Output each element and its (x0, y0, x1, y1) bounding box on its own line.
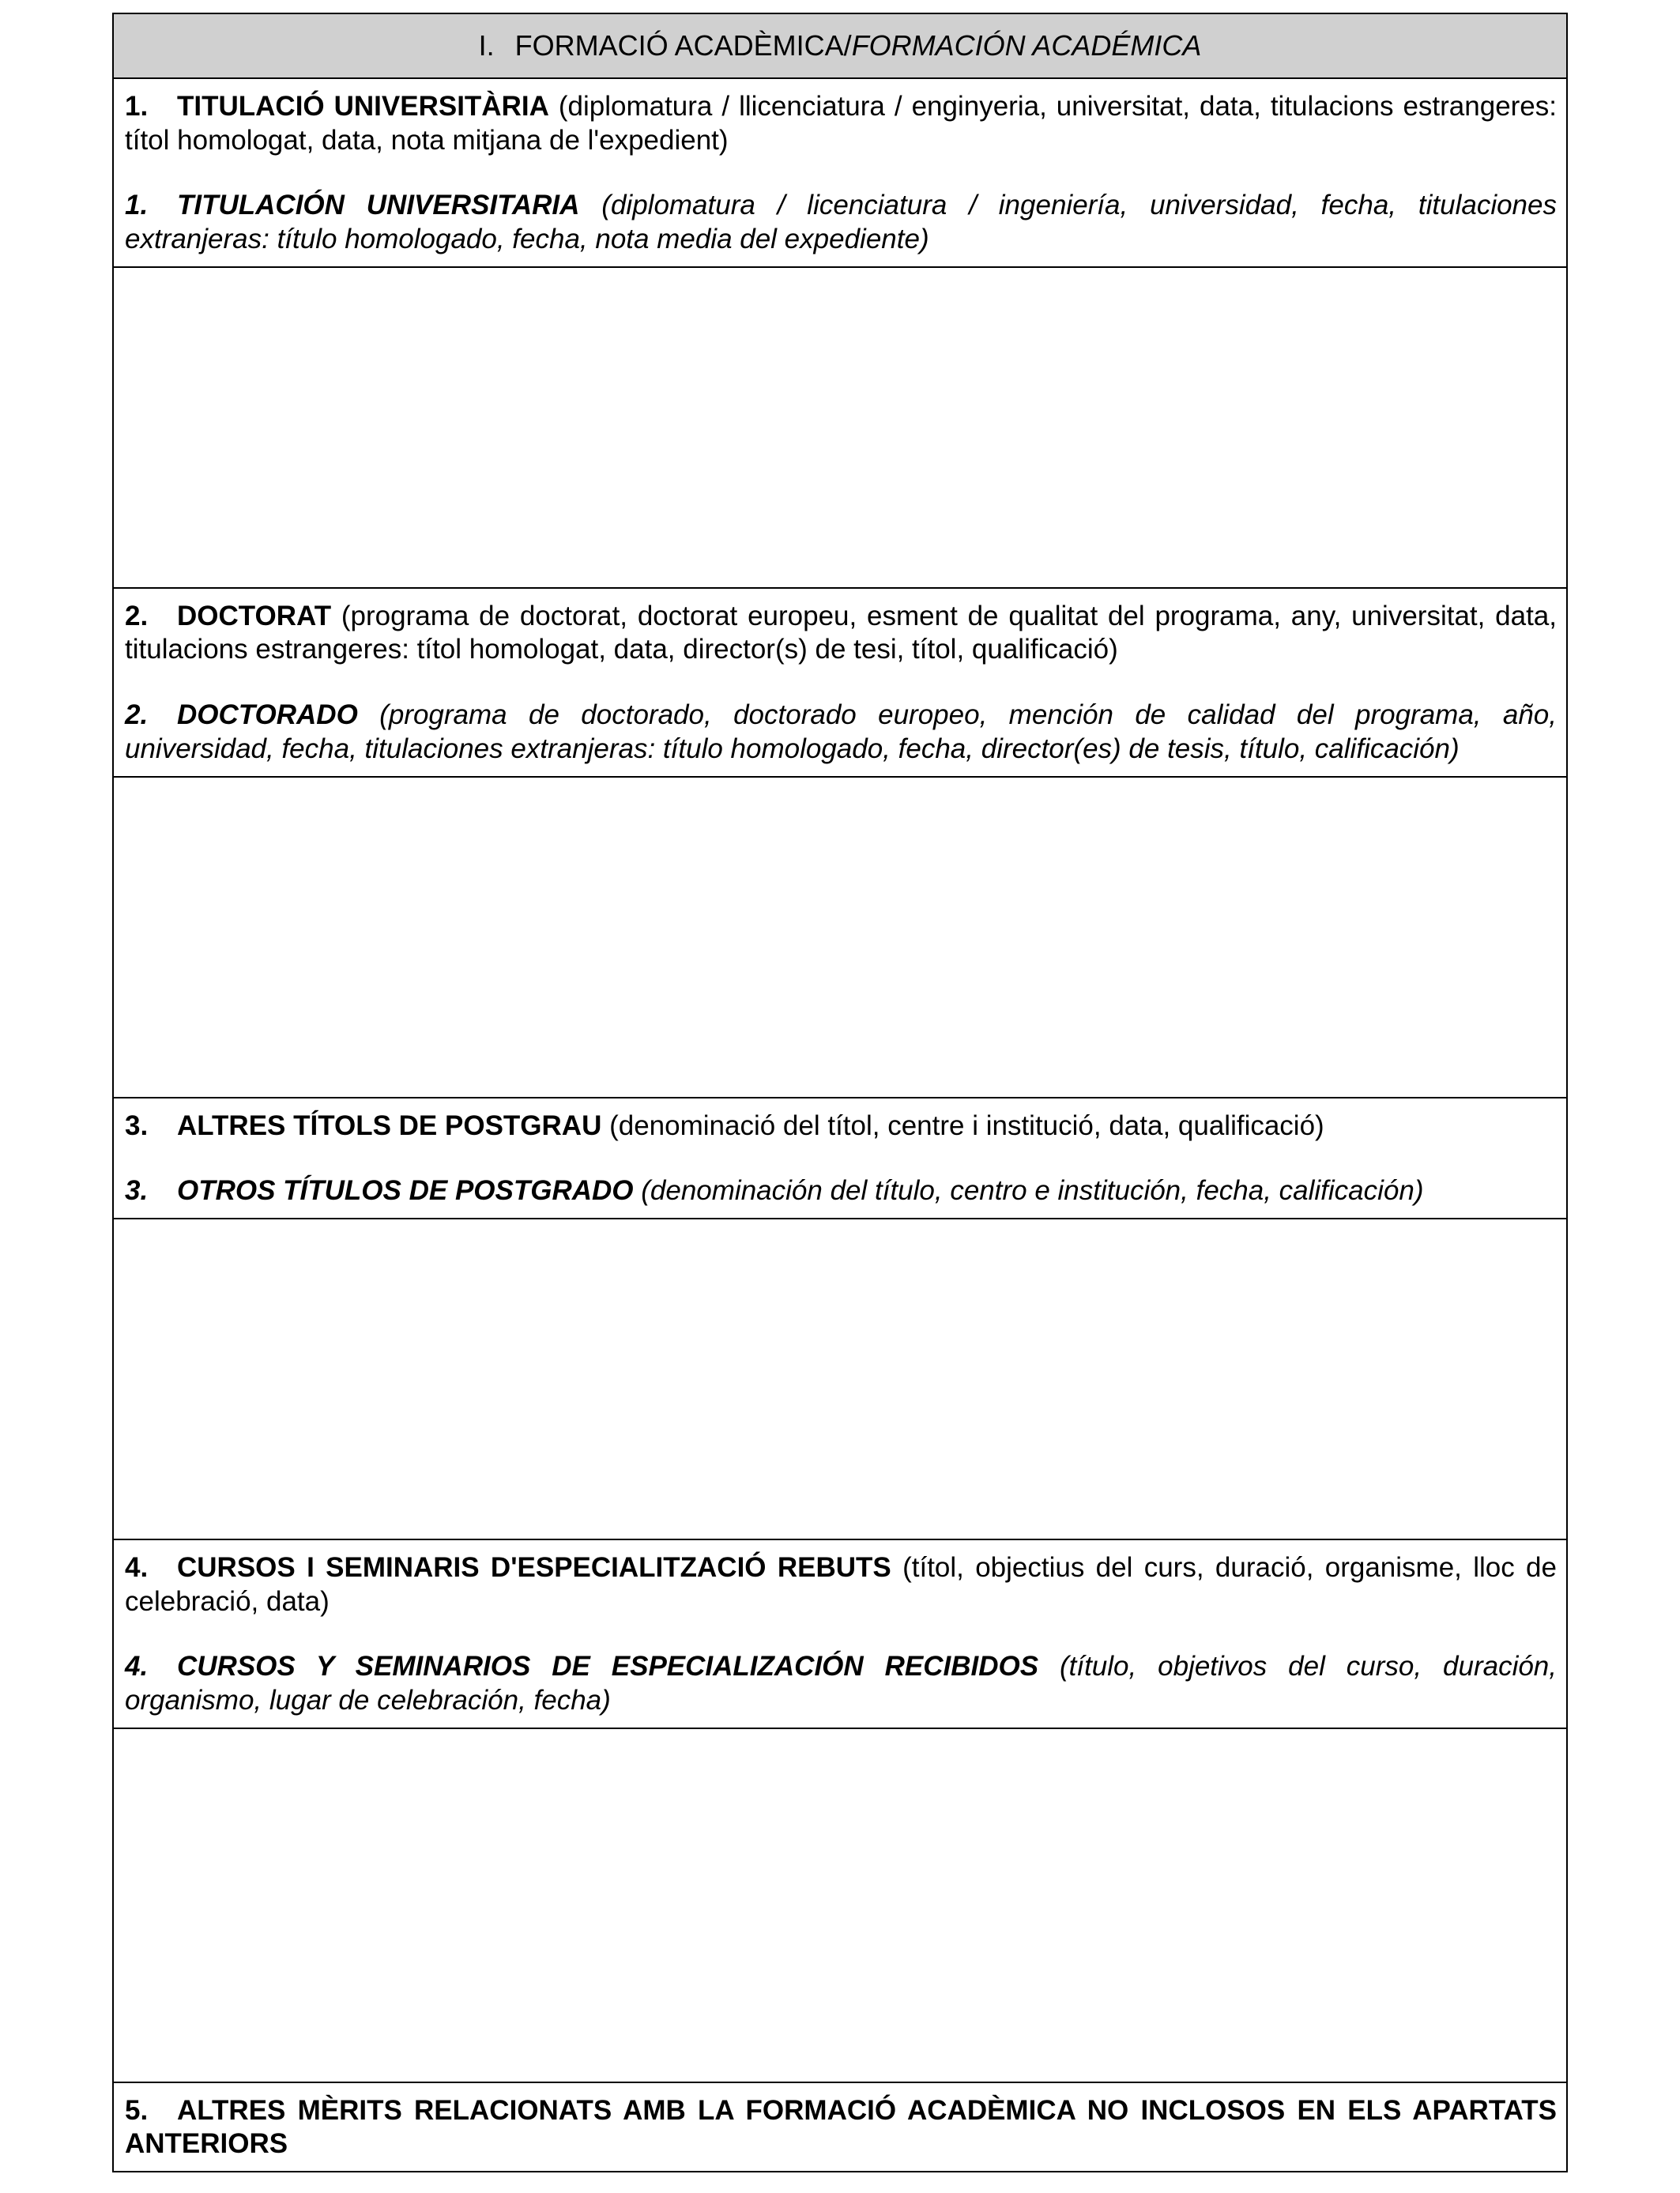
section-2-label (113, 588, 1567, 777)
section-1-title-es: TITULACIÓN UNIVERSITARIA (177, 190, 580, 221)
section-4-desc-es: (título, objetivos del curso, duración, organismo, lugar de celebración, fecha) (125, 1651, 1557, 1716)
section-4-label-es (125, 1650, 1557, 1717)
section-5-number: 5. (125, 2094, 149, 2126)
section-title-es: FORMACIÓN ACADÉMICA (851, 29, 1202, 62)
section-header (113, 13, 1567, 78)
section-5-label (113, 2082, 1567, 2172)
section-2-number-es: 2. (125, 699, 149, 731)
section-3-entry-row (113, 1219, 1567, 1539)
section-2-desc-ca: (programa de doctorat, doctorat europeu, esment de qualitat del programa, any, universitat, data, titulacions estrangeres: títol homologat, data, director(s) de tesi, títol, qualificació) (125, 600, 1557, 665)
section-1-label-row (113, 78, 1567, 267)
section-4-entry-field[interactable] (113, 1728, 1567, 2082)
section-3-number-es: 3. (125, 1175, 149, 1207)
section-4-number-es: 4. (125, 1651, 149, 1682)
section-5-label-row (113, 2082, 1567, 2172)
section-4-number: 4. (125, 1551, 149, 1583)
section-2-number: 2. (125, 600, 149, 631)
section-3-desc-ca: (denominació del títol, centre i institució, data, qualificació) (601, 1110, 1324, 1141)
section-5-title-ca: ALTRES MÈRITS RELACIONATS AMB LA FORMACIÓ ACADÈMICA NO INCLOSOS EN ELS APARTATS ANTERIORS (125, 2094, 1557, 2160)
section-2-entry-row (113, 777, 1567, 1098)
section-3-label-ca (125, 1110, 1557, 1144)
section-3-label-es (125, 1174, 1557, 1208)
academic-training-form (112, 13, 1568, 2172)
section-2-label-row (113, 588, 1567, 777)
section-3-entry-field[interactable] (113, 1219, 1567, 1539)
section-2-title-ca: DOCTORAT (177, 600, 332, 631)
section-1-title-ca: TITULACIÓ UNIVERSITÀRIA (177, 91, 549, 122)
section-3-title-es: OTROS TÍTULOS DE POSTGRADO (177, 1175, 634, 1207)
section-1-desc-es: (diplomatura / licenciatura / ingeniería, universidad, fecha, titulaciones extranjeras: título homologado, fecha, nota media del expediente) (125, 190, 1557, 255)
section-1-entry-field[interactable] (113, 267, 1567, 588)
section-2-entry-field[interactable] (113, 777, 1567, 1098)
section-4-entry-row (113, 1728, 1567, 2082)
section-4-label-row (113, 1539, 1567, 1728)
section-3-label (113, 1098, 1567, 1219)
section-4-title-es: CURSOS Y SEMINARIOS DE ESPECIALIZACIÓN RECIBIDOS (177, 1651, 1039, 1682)
section-4-title-ca: CURSOS I SEMINARIS D'ESPECIALITZACIÓ REBUTS (177, 1551, 891, 1583)
section-1-desc-ca: (diplomatura / llicenciatura / enginyeria, universitat, data, titulacions estrangeres: títol homologat, data, nota mitjana de l'expedient) (125, 91, 1557, 156)
section-2-title-es: DOCTORADO (177, 699, 358, 731)
section-title-ca: FORMACIÓ ACADÈMICA/ (514, 29, 852, 62)
section-4-label-ca (125, 1551, 1557, 1618)
section-3-title-ca: ALTRES TÍTOLS DE POSTGRAU (177, 1110, 602, 1141)
section-3-label-row (113, 1098, 1567, 1219)
section-1-entry-row (113, 267, 1567, 588)
section-2-label-es (125, 699, 1557, 766)
section-3-desc-es: (denominación del título, centro e institución, fecha, calificación) (633, 1175, 1424, 1207)
section-4-label (113, 1539, 1567, 1728)
section-1-label (113, 78, 1567, 267)
section-1-label-ca (125, 90, 1557, 157)
section-1-number: 1. (125, 91, 149, 122)
section-3-number: 3. (125, 1110, 149, 1141)
section-1-label-es (125, 189, 1557, 256)
section-4-desc-ca: (títol, objectius del curs, duració, organisme, lloc de celebració, data) (125, 1551, 1557, 1617)
header-row (113, 13, 1567, 78)
section-1-number-es: 1. (125, 190, 149, 221)
section-roman-number: I. (478, 29, 495, 62)
section-2-desc-es: (programa de doctorado, doctorado europeo, mención de calidad del programa, año, universidad, fecha, titulaciones extranjeras: título homologado, fecha, director(es) de tesis, título, calificación) (125, 699, 1557, 764)
section-2-label-ca (125, 600, 1557, 667)
section-5-label-ca (125, 2094, 1557, 2161)
